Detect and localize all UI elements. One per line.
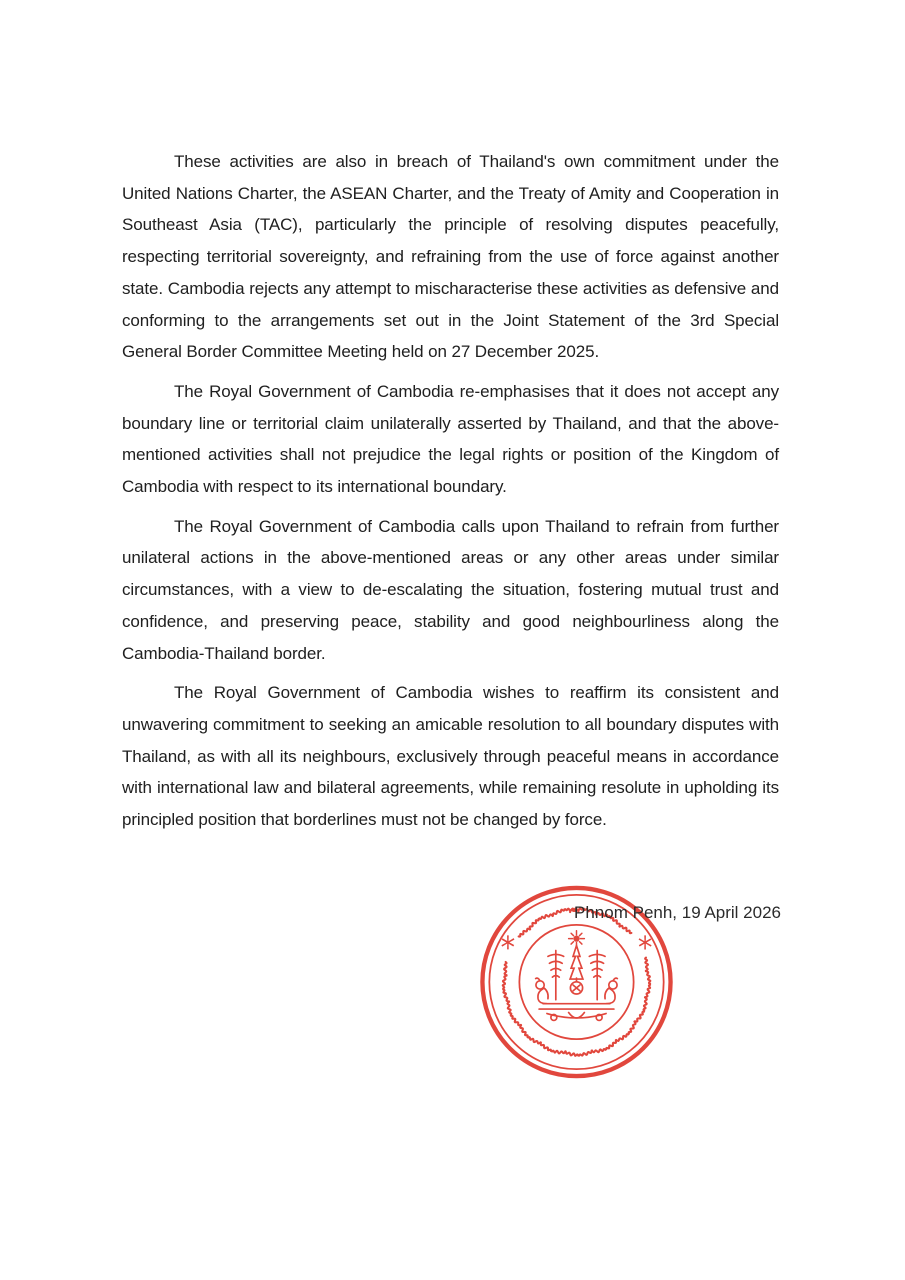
- seal-lion-right: [605, 978, 617, 1004]
- seal-crown-spire: [570, 946, 583, 979]
- paragraph-reaffirm-commitment: The Royal Government of Cambodia wishes to reaffirm its consistent and unwavering commitment to seeking an amicable resolution to all boundary disputes with Thailand, as with all its neighbours, exclusively through peaceful means in accordance with international law and bilateral agreements, while remaining resolute in upholding its principled position that borderlines must not be changed by force.: [122, 683, 779, 830]
- paragraph-re-emphasises-no-accept: The Royal Government of Cambodia re-emphasises that it does not accept any boundary line or territorial claim unilaterally asserted by Thailand, and that the above-mentioned activities shall not prejudice the legal rights or position of the Kingdom of Cambodia with respect to its international boundary.: [122, 381, 779, 497]
- statement-body: [122, 146, 779, 844]
- paragraph-breach-of-commitment: These activities are also in breach of Thailand's own commitment under the United Nations Charter, the ASEAN Charter, and the Treaty of Amity and Cooperation in Southeast Asia (TAC), particularly the principle of resolving disputes peacefully, respecting territorial sovereignty, and refraining from the use of force against another state. Cambodia rejects any attempt to mischaracterise these activities as defensive and conforming to the arrangements set out in the Joint Statement of the 3rd Special General Border Committee Meeting held on 27 December 2025.: [122, 152, 779, 362]
- paragraph-calls-upon-thailand: The Royal Government of Cambodia calls upon Thailand to refrain from further unilateral actions in the above-mentioned areas or any other areas under similar circumstances, with a view to de-escalating the situation, fostering mutual trust and confidence, and preserving peace, stability and good neighbourliness along the Cambodia-Thailand border.: [122, 516, 779, 663]
- dateline: Phnom Penh, 19 April 2026: [574, 903, 781, 922]
- seal-umbrella-right: [589, 950, 605, 999]
- seal-umbrella-left: [548, 950, 564, 999]
- seal-royal-arms: [536, 931, 618, 1021]
- seal-star-separator-right: *: [622, 930, 660, 960]
- seal-lion-left: [536, 978, 548, 1004]
- seal-base-platform: [539, 1004, 614, 1009]
- seal-base-ribbon: [547, 1013, 606, 1021]
- seal-star-separator-left: *: [493, 930, 531, 960]
